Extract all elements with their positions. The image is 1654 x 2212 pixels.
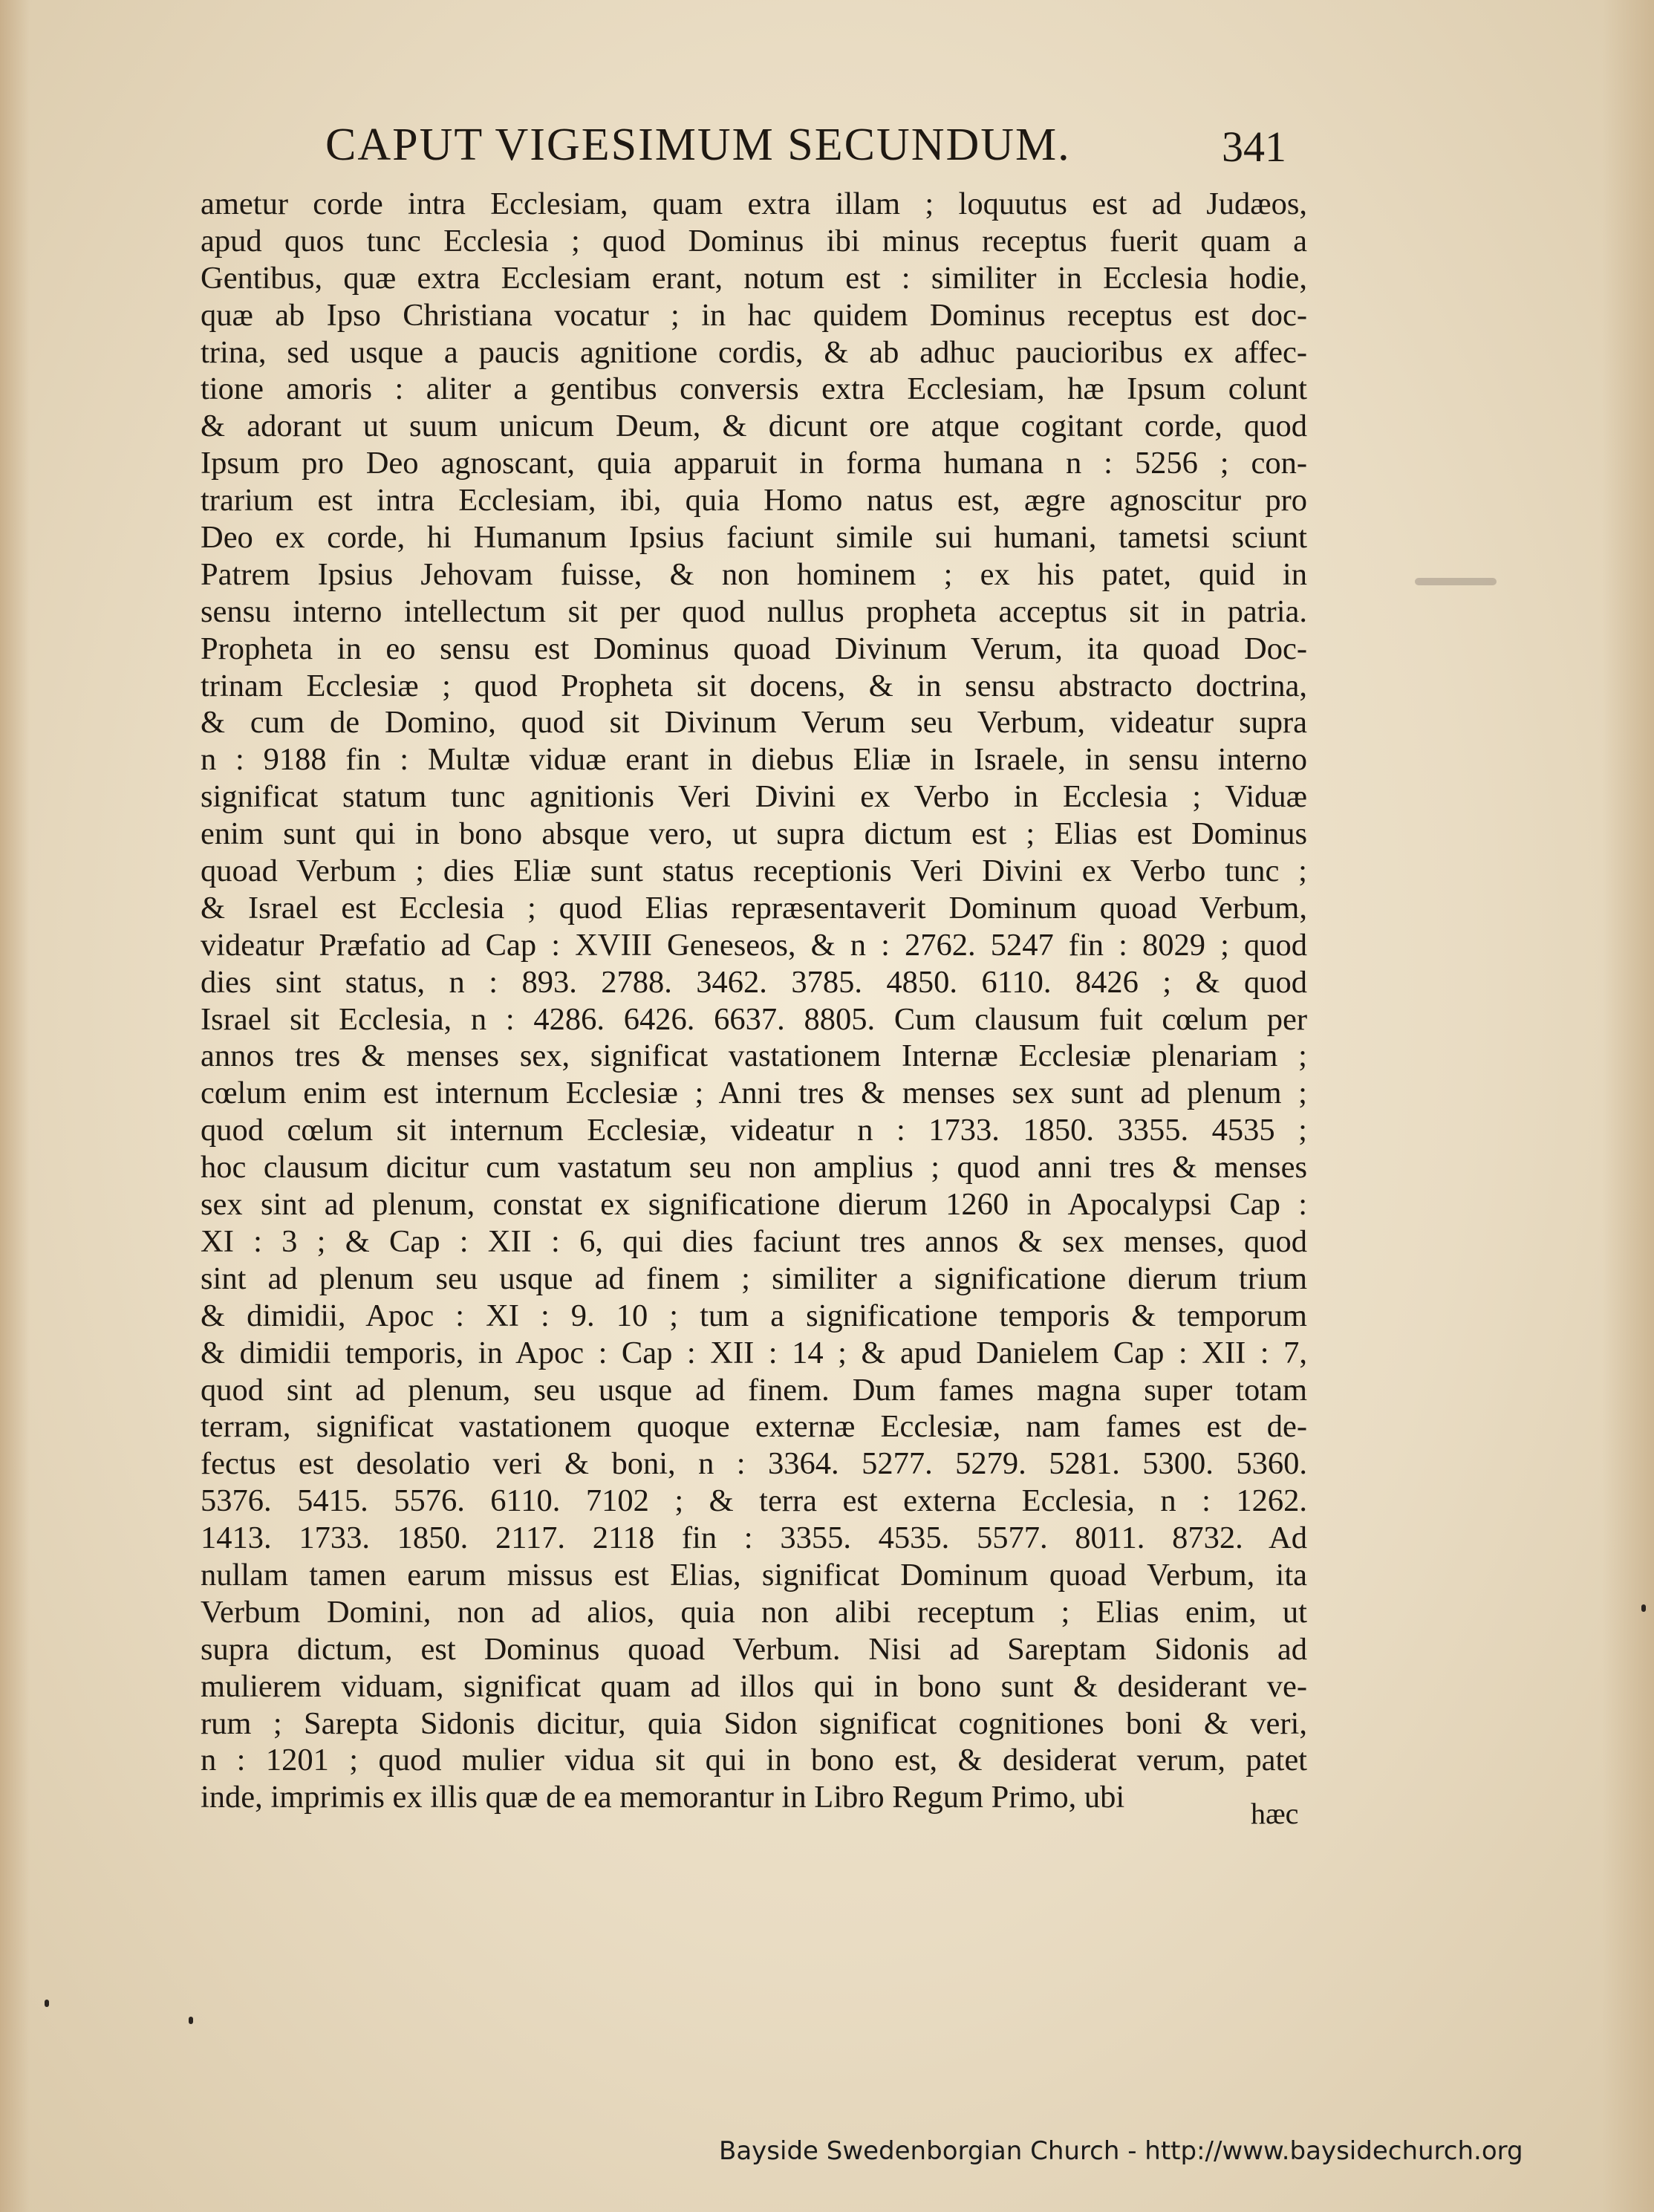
text-line <box>201 1075 1307 1112</box>
text-line <box>201 1372 1307 1409</box>
text-line <box>201 556 1307 593</box>
text-line-content: & dimidii, Apoc : XI : 9. 10 ; tum a significatione temporis & temporum <box>201 1298 1307 1333</box>
text-line <box>201 1223 1307 1260</box>
text-line <box>201 223 1307 260</box>
text-line <box>201 704 1307 741</box>
text-line-content: n : 9188 fin : Multæ viduæ erant in diebus Eliæ in Israele, in sensu interno <box>201 742 1307 778</box>
text-line <box>201 816 1307 853</box>
text-line-content: 1413. 1733. 1850. 2117. 2118 fin : 3355. 4535. 5577. 8011. 8732. Ad <box>201 1520 1307 1556</box>
text-line <box>201 1112 1307 1149</box>
catchword: hæc <box>1251 1797 1299 1830</box>
text-line-content: quoad Verbum ; dies Eliæ sunt status receptionis Veri Divini ex Verbo tunc ; <box>201 853 1307 889</box>
text-line-content: quod cœlum sit internum Ecclesiæ, videatur n : 1733. 1850. 3355. 4535 ; <box>201 1113 1307 1148</box>
page-header <box>201 111 1315 178</box>
text-line <box>201 964 1307 1001</box>
text-line-content: Gentibus, quæ extra Ecclesiam erant, notum est : similiter in Ecclesia hodie, <box>201 260 1307 296</box>
text-line-content: terram, significat vastationem quoque externæ Ecclesiæ, nam fames est de- <box>201 1409 1307 1445</box>
text-line-content: ametur corde intra Ecclesiam, quam extra illam ; loquutus est ad Judæos, <box>201 186 1307 221</box>
page-number: 341 <box>1222 123 1286 171</box>
text-line-content: Israel sit Ecclesia, n : 4286. 6426. 6637. 8805. Cum clausum fuit cœlum per <box>201 1001 1307 1037</box>
text-line-content: significat statum tunc agnitionis Veri Divini ex Verbo in Ecclesia ; Viduæ <box>201 779 1307 815</box>
text-line-content: annos tres & menses sex, significat vastationem Internæ Ecclesiæ plenariam ; <box>201 1038 1307 1074</box>
text-line <box>201 1001 1307 1038</box>
text-line <box>201 593 1307 631</box>
text-line <box>201 186 1307 223</box>
text-line <box>201 1445 1307 1483</box>
text-line-content: rum ; Sarepta Sidonis dicitur, quia Sidon significat cognitiones boni & veri, <box>201 1705 1307 1741</box>
text-line-content: sex sint ad plenum, constat ex significatione dierum 1260 in Apocalypsi Cap : <box>201 1187 1307 1223</box>
running-title: CAPUT VIGESIMUM SECUNDUM. <box>325 120 1071 170</box>
text-line-content: & dimidii temporis, in Apoc : Cap : XII : 14 ; & apud Danielem Cap : XII : 7, <box>201 1335 1307 1370</box>
text-line-content: XI : 3 ; & Cap : XII : 6, qui dies faciunt tres annos & sex menses, quod <box>201 1223 1307 1259</box>
ink-speck <box>189 2017 193 2024</box>
text-line-content: hoc clausum dicitur cum vastatum seu non amplius ; quod anni tres & menses <box>201 1150 1307 1185</box>
ink-smudge <box>1415 578 1497 585</box>
page-left-edge <box>0 0 30 2212</box>
text-line-content: sint ad plenum seu usque ad finem ; similiter a significatione dierum trium <box>201 1260 1307 1296</box>
text-line <box>201 1483 1307 1520</box>
text-line-content: trinam Ecclesiæ ; quod Propheta sit docens, & in sensu abstracto doctrina, <box>201 668 1307 703</box>
text-line-content: 5376. 5415. 5576. 6110. 7102 ; & terra est externa Ecclesia, n : 1262. <box>201 1483 1307 1519</box>
text-line <box>201 890 1307 927</box>
text-line-content: trarium est intra Ecclesiam, ibi, quia Homo natus est, ægre agnoscitur pro <box>201 483 1307 518</box>
text-line-content: quæ ab Ipso Christiana vocatur ; in hac quidem Dominus receptus est doc- <box>201 297 1307 333</box>
text-line <box>201 1335 1307 1372</box>
text-line <box>201 927 1307 964</box>
text-line <box>201 1705 1307 1743</box>
text-line-content: trina, sed usque a paucis agnitione cordis, & ab adhuc paucioribus ex affec- <box>201 334 1307 370</box>
page-right-edge <box>1602 0 1654 2212</box>
watermark: Bayside Swedenborgian Church - http://www.baysidechurch.org <box>719 2136 1523 2166</box>
text-line-content: apud quos tunc Ecclesia ; quod Dominus ibi minus receptus fuerit quam a <box>201 223 1307 258</box>
text-line-content: videatur Præfatio ad Cap : XVIII Geneseos, & n : 2762. 5247 fin : 8029 ; quod <box>201 927 1307 963</box>
text-line <box>201 1298 1307 1335</box>
text-line <box>201 1594 1307 1631</box>
text-line-content: n : 1201 ; quod mulier vidua sit qui in bono est, & desiderat verum, patet <box>201 1743 1307 1778</box>
text-line-content: mulierem viduam, significat quam ad illos qui in bono sunt & desiderant ve- <box>201 1668 1307 1704</box>
text-line-content: fectus est desolatio veri & boni, n : 3364. 5277. 5279. 5281. 5300. 5360. <box>201 1446 1307 1482</box>
text-line-content: Verbum Domini, non ad alios, quia non alibi receptum ; Elias enim, ut <box>201 1594 1307 1630</box>
text-line-content: & adorant ut suum unicum Deum, & dicunt ore atque cogitant corde, quod <box>201 409 1307 444</box>
text-line-content: dies sint status, n : 893. 2788. 3462. 3785. 4850. 6110. 8426 ; & quod <box>201 964 1307 1000</box>
text-line <box>201 1557 1307 1594</box>
text-line <box>201 371 1307 408</box>
text-line <box>201 260 1307 297</box>
text-line <box>201 1520 1307 1557</box>
text-line-content: enim sunt qui in bono absque vero, ut supra dictum est ; Elias est Dominus <box>201 816 1307 852</box>
text-line <box>201 1631 1307 1668</box>
text-line <box>201 1260 1307 1298</box>
text-line-content: Deo ex corde, hi Humanum Ipsius faciunt simile sui humani, tametsi sciunt <box>201 520 1307 556</box>
ink-speck <box>1641 1604 1646 1612</box>
body-text <box>201 186 1307 1816</box>
text-line <box>201 1038 1307 1075</box>
text-line <box>201 1668 1307 1705</box>
text-line-content: & Israel est Ecclesia ; quod Elias repræsentaverit Dominum quoad Verbum, <box>201 890 1307 926</box>
ink-speck <box>45 2000 49 2007</box>
text-line-content: Ipsum pro Deo agnoscant, quia apparuit in forma humana n : 5256 ; con- <box>201 446 1307 481</box>
text-line <box>201 482 1307 519</box>
text-line <box>201 631 1307 668</box>
text-line <box>201 1779 1307 1816</box>
text-line <box>201 519 1307 556</box>
text-line <box>201 408 1307 445</box>
text-line-content: tione amoris : aliter a gentibus conversis extra Ecclesiam, hæ Ipsum colunt <box>201 371 1307 407</box>
text-line <box>201 1149 1307 1186</box>
text-line <box>201 778 1307 816</box>
text-line <box>201 853 1307 890</box>
text-line <box>201 668 1307 705</box>
text-line-content: Propheta in eo sensu est Dominus quoad Divinum Verum, ita quoad Doc- <box>201 631 1307 666</box>
text-line-content: & cum de Domino, quod sit Divinum Verum seu Verbum, videatur supra <box>201 705 1307 741</box>
text-line <box>201 1742 1307 1779</box>
text-line <box>201 741 1307 778</box>
text-line <box>201 334 1307 371</box>
text-line-content: inde, imprimis ex illis quæ de ea memorantur in Libro Regum Primo, ubi <box>201 1780 1125 1815</box>
text-line-content: quod sint ad plenum, seu usque ad finem. Dum fames magna super totam <box>201 1372 1307 1408</box>
text-line-content: nullam tamen earum missus est Elias, significat Dominum quoad Verbum, ita <box>201 1557 1307 1593</box>
text-line <box>201 1186 1307 1223</box>
text-line-content: supra dictum, est Dominus quoad Verbum. Nisi ad Sareptam Sidonis ad <box>201 1631 1307 1667</box>
text-line-content: Patrem Ipsius Jehovam fuisse, & non hominem ; ex his patet, quid in <box>201 556 1307 592</box>
text-line <box>201 1408 1307 1445</box>
text-line-content: sensu interno intellectum sit per quod nullus propheta acceptus sit in patria. <box>201 593 1307 629</box>
text-line <box>201 297 1307 334</box>
text-line <box>201 445 1307 482</box>
text-line-content: cœlum enim est internum Ecclesiæ ; Anni tres & menses sex sunt ad plenum ; <box>201 1076 1307 1111</box>
